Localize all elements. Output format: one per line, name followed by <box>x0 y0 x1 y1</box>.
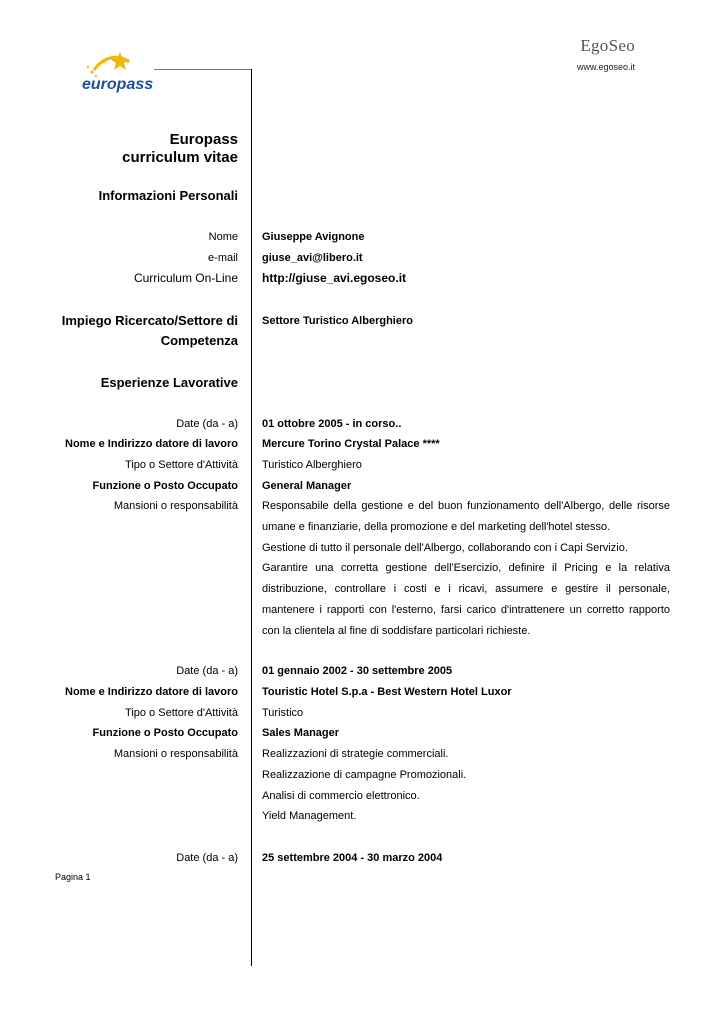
section-heading-personal: Informazioni Personali <box>98 188 238 203</box>
job3-date: 25 settembre 2004 - 30 marzo 2004 <box>262 852 443 864</box>
job2-duty-2: Realizzazione di campagne Promozionali. <box>262 768 467 781</box>
egoseo-logo: EgoSeo <box>580 36 635 55</box>
job2-duty-1: Realizzazioni di strategie commerciali. <box>262 748 449 760</box>
job1-duty-1: Responsabile della gestione e del buon funzionamento dell'Albergo, delle risorse umane e finanziarie, della promozione e del marketing dell'hotel stesso. <box>262 500 670 533</box>
value-name: Giuseppe Avignone <box>262 231 365 243</box>
job2-sector: Turistico <box>262 707 304 719</box>
job1-duties-label: Mansioni o responsabilità <box>113 500 238 512</box>
job2-employer: Touristic Hotel S.p.a - Best Western Hotel Luxor <box>262 686 512 698</box>
europass-logo <box>74 50 164 100</box>
job1-date-label: Date (da - a) <box>176 418 238 430</box>
section-heading-sector-line1: Impiego Ricercato/Settore di <box>61 313 238 328</box>
job3-date-label: Date (da - a) <box>176 852 238 864</box>
value-sector: Settore Turistico Alberghiero <box>262 315 413 327</box>
job2-date-label: Date (da - a) <box>176 665 238 677</box>
job1-duty-2: Gestione di tutto il personale dell'Albergo, collaborando con i Capi Servizio. <box>262 541 628 554</box>
job2-duty-4: Yield Management. <box>262 810 357 823</box>
job1-date: 01 ottobre 2005 - in corso.. <box>262 418 402 430</box>
value-email[interactable]: giuse_avi@libero.it <box>262 252 363 264</box>
job1-sector-label: Tipo o Settore d'Attività <box>125 459 238 471</box>
job2-duty-3: Analisi di commercio elettronico. <box>262 789 420 802</box>
section-heading-experience: Esperienze Lavorative <box>100 375 238 390</box>
job2-role-label: Funzione o Posto Occupato <box>92 727 238 739</box>
job2-date: 01 gennaio 2002 - 30 settembre 2005 <box>262 665 453 677</box>
job1-role-label: Funzione o Posto Occupato <box>92 480 238 492</box>
page-number: Pagina 1 <box>55 872 91 882</box>
job2-duties-label: Mansioni o responsabilità <box>113 748 238 760</box>
job1-employer: Mercure Torino Crystal Palace **** <box>262 438 440 450</box>
job2-employer-label: Nome e Indirizzo datore di lavoro <box>65 686 238 698</box>
job1-sector: Turistico Alberghiero <box>262 459 362 471</box>
job2-role: Sales Manager <box>262 727 340 739</box>
job1-duties <box>262 496 670 642</box>
label-name: Nome <box>208 231 238 243</box>
job2-sector-label: Tipo o Settore d'Attività <box>125 707 238 719</box>
job1-duty-3: Garantire una corretta gestione dell'Esercizio, definire il Pricing e la relativa distribuzione, controllare i costi e i ricavi, assumere e gestire il personale, mantenere i rapporti con l'esterno, farsi carico d'intrattenere un corretto rapporto con la clientela al fine di soddisfare particolari richieste. <box>262 562 670 637</box>
cv-title-line2: curriculum vitae <box>122 149 238 166</box>
section-heading-sector-line2: Competenza <box>160 333 238 348</box>
label-online-cv: Curriculum On-Line <box>133 271 238 285</box>
job2-duties <box>262 744 670 827</box>
egoseo-url[interactable]: www.egoseo.it <box>576 62 635 72</box>
column-divider <box>251 69 252 966</box>
europass-logo-text: europass <box>82 76 154 93</box>
job1-employer-label: Nome e Indirizzo datore di lavoro <box>65 438 238 450</box>
header-divider <box>154 69 251 70</box>
cv-title-line1: Europass <box>169 131 238 148</box>
value-online-cv[interactable]: http://giuse_avi.egoseo.it <box>262 271 407 285</box>
job1-role: General Manager <box>262 480 352 492</box>
label-email: e-mail <box>208 252 238 264</box>
